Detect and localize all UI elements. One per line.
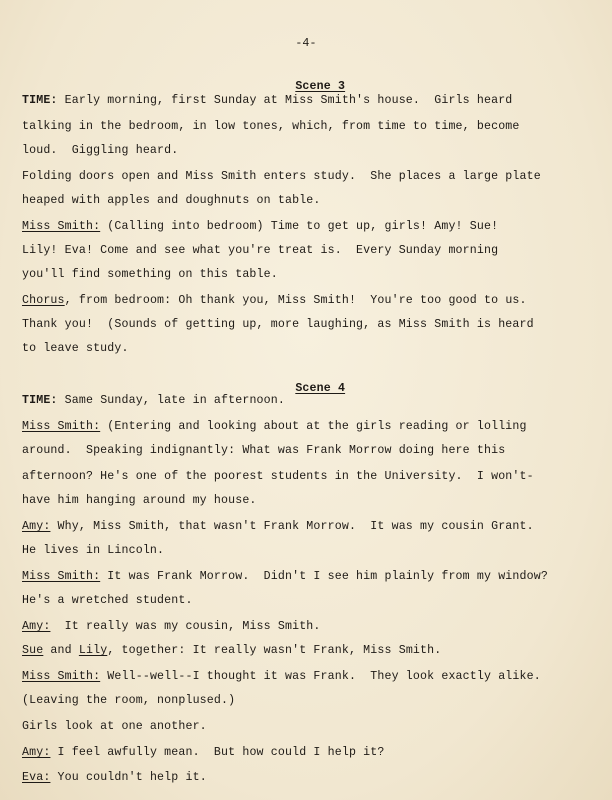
- speaker-chorus: Chorus: [22, 294, 65, 307]
- scene-3-heading-text: Scene 3: [295, 80, 346, 93]
- text: I feel awfully mean. But how could I help it?: [50, 746, 385, 759]
- scene4-amy-1-line-2: He lives in Lincoln.: [22, 544, 165, 557]
- text: You couldn't help it.: [50, 771, 207, 784]
- text: , from bedroom: Oh thank you, Miss Smith! You're too good to us.: [64, 294, 527, 307]
- scene4-sue-lily-line: [22, 644, 592, 658]
- text: Why, Miss Smith, that wasn't Frank Morrow. It was my cousin Grant.: [50, 520, 534, 533]
- scene4-miss-smith-1-line-1: [22, 420, 592, 434]
- scene4-miss-smith-2-line-1: [22, 570, 592, 584]
- speaker-amy: Amy:: [22, 520, 51, 533]
- speaker-sue: Sue: [22, 644, 44, 657]
- page-number: -4-: [295, 37, 317, 50]
- scene4-miss-smith-1-line-2: around. Speaking indignantly: What was Frank Morrow doing here this: [22, 444, 506, 457]
- conjunction: and: [43, 644, 79, 657]
- speaker-lily: Lily: [78, 644, 108, 657]
- text: It really was my cousin, Miss Smith.: [50, 620, 321, 633]
- text: , together: It really wasn't Frank, Miss Smith.: [107, 644, 442, 657]
- scene4-amy-3-line: [22, 746, 592, 760]
- text: Well--well--I thought it was Frank. They look exactly alike.: [100, 670, 541, 683]
- scene3-chorus-line-1: [22, 294, 592, 308]
- text: Early morning, first Sunday at Miss Smith's house. Girls heard: [57, 94, 513, 107]
- speaker-miss-smith: Miss Smith:: [22, 670, 101, 683]
- scene3-time-line-1: [22, 94, 592, 108]
- speaker-miss-smith: Miss Smith:: [22, 420, 101, 433]
- speaker-amy: Amy:: [22, 620, 51, 633]
- text: (Calling into bedroom) Time to get up, girls! Amy! Sue!: [100, 220, 499, 233]
- text: Same Sunday, late in afternoon.: [57, 394, 285, 407]
- scene4-miss-smith-1-line-4: have him hanging around my house.: [22, 494, 257, 507]
- scene4-miss-smith-3-line-1: [22, 670, 592, 684]
- scene4-amy-2-line: [22, 620, 592, 634]
- speaker-amy: Amy:: [22, 746, 51, 759]
- scene4-miss-smith-1-line-3: afternoon? He's one of the poorest students in the University. I won't-: [22, 470, 534, 483]
- scene3-miss-smith-line-1: [22, 220, 592, 234]
- scene3-doors-line-1: Folding doors open and Miss Smith enters study. She places a large plate: [22, 170, 541, 183]
- scene3-miss-smith-line-3: you'll find something on this table.: [22, 268, 278, 281]
- scene4-miss-smith-2-line-2: He's a wretched student.: [22, 594, 193, 607]
- scene3-time-line-2: talking in the bedroom, in low tones, which, from time to time, become: [22, 120, 520, 133]
- scene3-miss-smith-line-2: Lily! Eva! Come and see what you're treat is. Every Sunday morning: [22, 244, 499, 257]
- scene3-time-line-3: loud. Giggling heard.: [22, 144, 179, 157]
- scene4-eva-line: [22, 771, 592, 785]
- scene4-amy-1-line-1: [22, 520, 592, 534]
- time-label: TIME:: [22, 394, 58, 407]
- scene3-chorus-line-3: to leave study.: [22, 342, 129, 355]
- time-label: TIME:: [22, 94, 58, 107]
- scene4-time-line: [22, 394, 592, 408]
- scene4-girls-direction: Girls look at one another.: [22, 720, 207, 733]
- text: (Entering and looking about at the girls reading or lolling: [100, 420, 527, 433]
- speaker-miss-smith: Miss Smith:: [22, 220, 101, 233]
- scene-4-heading-text: Scene 4: [295, 382, 346, 395]
- scene3-doors-line-2: heaped with apples and doughnuts on table.: [22, 194, 321, 207]
- scene3-chorus-line-2: Thank you! (Sounds of getting up, more laughing, as Miss Smith is heard: [22, 318, 534, 331]
- speaker-eva: Eva:: [22, 771, 51, 784]
- scene4-miss-smith-3-line-2: (Leaving the room, nonplused.): [22, 694, 236, 707]
- text: It was Frank Morrow. Didn't I see him plainly from my window?: [100, 570, 548, 583]
- speaker-miss-smith: Miss Smith:: [22, 570, 101, 583]
